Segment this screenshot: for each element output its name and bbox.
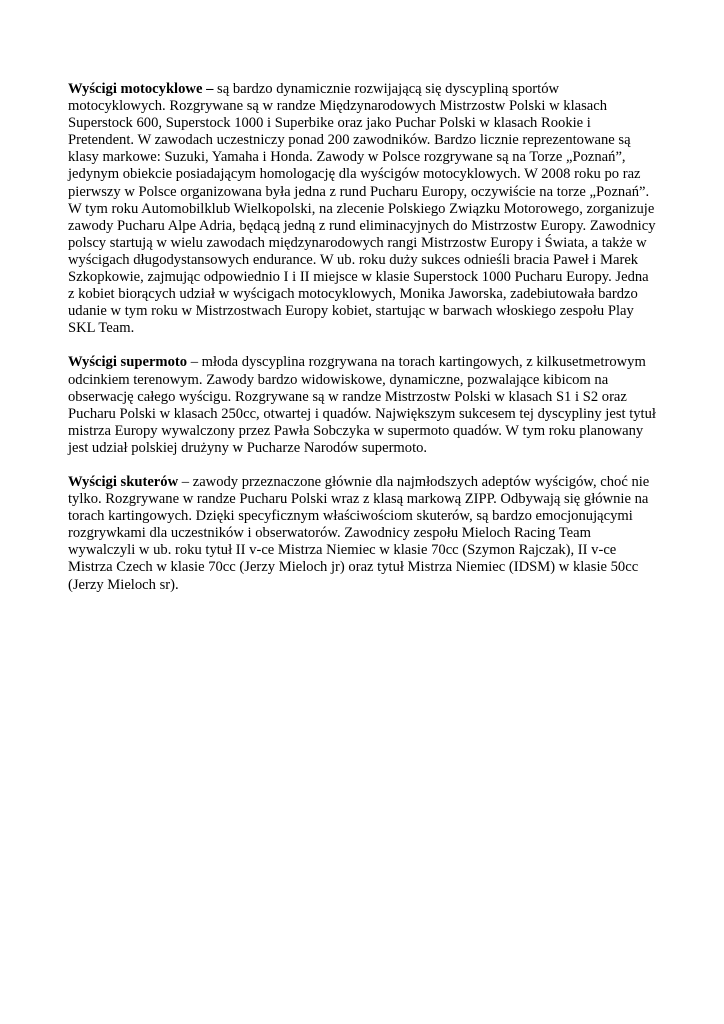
section-dash: – bbox=[178, 473, 193, 490]
section-heading: Wyścigi skuterów bbox=[68, 473, 179, 490]
section-supermoto-racing bbox=[68, 354, 658, 457]
section-scooter-racing bbox=[68, 474, 658, 594]
section-heading: Wyścigi motocyklowe bbox=[68, 81, 203, 97]
document-page bbox=[68, 81, 658, 611]
section-dash: – bbox=[187, 354, 202, 371]
section-heading: Wyścigi supermoto bbox=[68, 354, 188, 371]
section-body: są bardzo dynamicznie rozwijającą się dyscypliną sportów motocyklowych. Rozgrywane są w randze Międzynarodowych Mistrzostw Polski w klasach Superstock 600, Superstock 1000 i Superbike oraz jako Puchar Polski w klasach Rookie i Pretendent. W zawodach uczestniczy ponad 200 zawodników. Bardzo licznie reprezentowane są klasy markowe: Suzuki, Yamaha i Honda. Zawody w Polsce rozgrywane są na Torze „Poznań”, jedynym obiekcie posiadającym homologację dla wyścigów motocyklowych. W 2008 roku po raz pierwszy w Polsce organizowana była jedna z rund Pucharu Europy, oczywiście na torze „Poznań”. W tym roku Automobilklub Wielkopolski, na zlecenie Polskiego Związku Motorowego, zorganizuje zawody Pucharu Alpe Adria, będącą jedną z rund eliminacyjnych do Mistrzostw Europy. Zawodnicy polscy startują w wielu zawodach międzynarodowych rangi Mistrzostw Europy i Świata, a także w wyścigach długodystansowych endurance. W ub. roku duży sukces odnieśli bracia Paweł i Marek Szkopkowie, zajmując odpowiednio I i II miejsce w klasie Superstock 1000 Pucharu Europy. Jedna z kobiet biorących udział w wyścigach motocyklowych, Monika Jaworska, zadebiutowała bardzo udanie w tym roku w Mistrzostwach Europy kobiet, startując w barwach włoskiego zespołu Play SKL Team. bbox=[68, 81, 656, 337]
section-body: zawody przeznaczone głównie dla najmłodszych adeptów wyścigów, choć nie tylko. Rozgrywane w randze Pucharu Polski wraz z klasą markową ZIPP. Odbywają się głównie na torach kartingowych. Dzięki specyficznym właściwościom skuterów, są bardzo emocjonującymi rozgrywkami dla uczestników i obserwatorów. Zawodnicy zespołu Mieloch Racing Team wywalczyli w ub. roku tytuł II v-ce Mistrza Niemiec w klasie 70cc (Szymon Rajczak), II v-ce Mistrza Czech w klasie 70cc (Jerzy Mieloch jr) oraz tytuł Mistrza Niemiec (IDSM) w klasie 50cc (Jerzy Mieloch sr). bbox=[68, 473, 650, 593]
section-body: młoda dyscyplina rozgrywana na torach kartingowych, z kilkusetmetrowym odcinkiem terenowym. Zawody bardzo widowiskowe, dynamiczne, pozwalające kibicom na obserwację całego wyścigu. Rozgrywane są w randze Mistrzostw Polski w klasach S1 i S2 oraz Pucharu Polski w klasach 250cc, otwartej i quadów. Największym sukcesem tej dyscypliny jest tytuł mistrza Europy wywalczony przez Pawła Sobczyka w supermoto quadów. W tym roku planowany jest udział polskiej drużyny w Pucharze Narodów supermoto. bbox=[68, 354, 656, 456]
section-motorcycle-racing bbox=[68, 81, 658, 337]
section-dash: – bbox=[202, 81, 218, 97]
